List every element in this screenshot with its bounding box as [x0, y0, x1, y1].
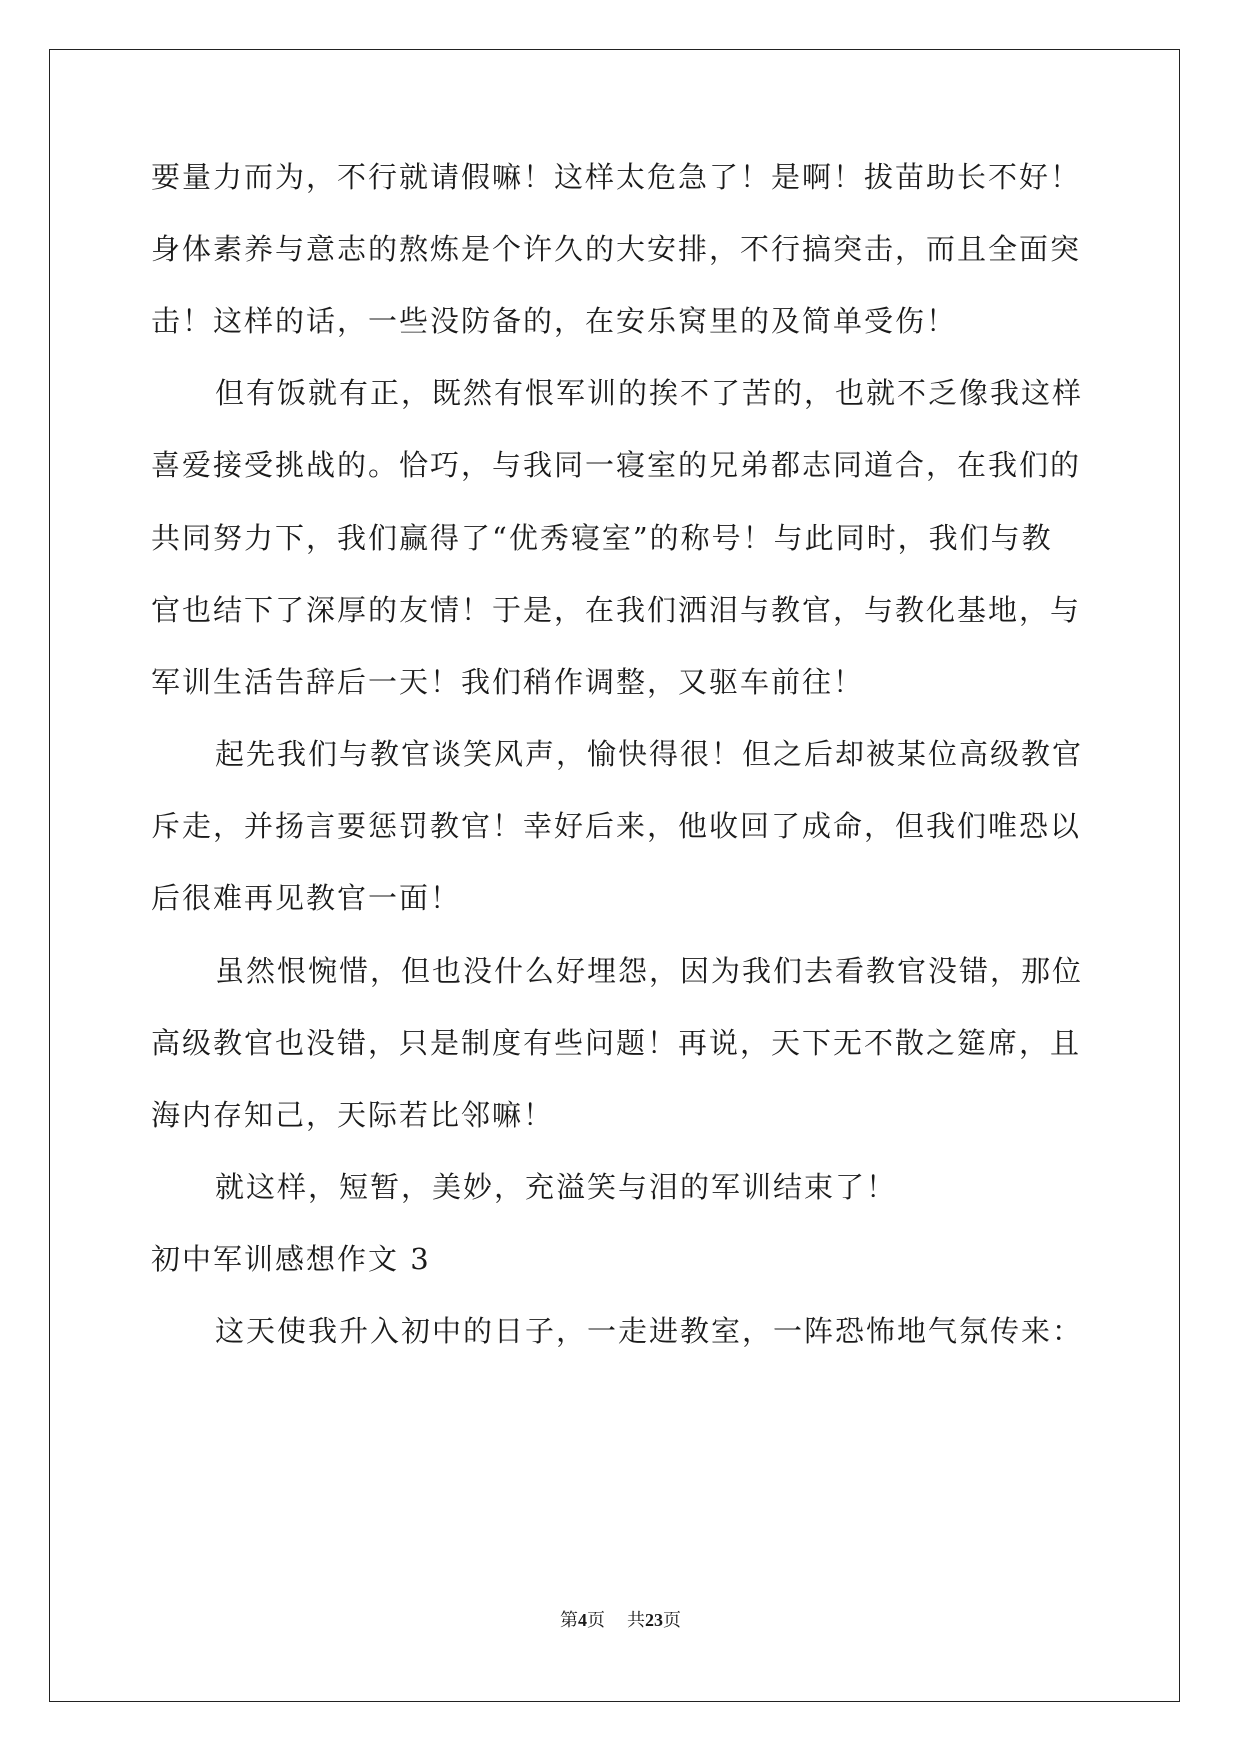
text-line: 军训生活告辞后一天！我们稍作调整，又驱车前往！ [151, 665, 865, 699]
text-line: 斥走，并扬言要惩罚教官！幸好后来，他收回了成命，但我们唯恐以 [151, 809, 1082, 843]
paragraph-start-line: 就这样，短暂，美妙，充溢笑与泪的军训结束了！ [215, 1170, 898, 1204]
text-line: 要量力而为，不行就请假嘛！这样太危急了！是啊！拔苗助长不好！ [151, 160, 1082, 194]
page-footer [0, 1608, 1241, 1632]
page-prefix: 第 [560, 1610, 578, 1630]
total-prefix: 共 [627, 1610, 645, 1630]
text-line: 后很难再见教官一面！ [151, 881, 462, 915]
paragraph-start-line: 但有饭就有正，既然有恨军训的挨不了苦的，也就不乏像我这样 [215, 376, 1084, 410]
text-line: 击！这样的话，一些没防备的，在安乐窝里的及简单受伤！ [151, 304, 958, 338]
page-border [49, 49, 1180, 1702]
text-line: 官也结下了深厚的友情！于是，在我们洒泪与教官，与教化基地，与 [151, 593, 1082, 627]
total-pages: 23 [645, 1610, 663, 1630]
text-line: 身体素养与意志的熬炼是个许久的大安排，不行搞突击，而且全面突 [151, 232, 1082, 266]
paragraph-start-line: 虽然恨惋惜，但也没什么好埋怨，因为我们去看教官没错，那位 [215, 954, 1084, 988]
text-line: 高级教官也没错，只是制度有些问题！再说，天下无不散之筵席，且 [151, 1026, 1082, 1060]
page-number: 4 [578, 1610, 587, 1630]
paragraph-start-line: 起先我们与教官谈笑风声，愉快得很！但之后却被某位高级教官 [215, 737, 1084, 771]
total-suffix: 页 [663, 1610, 681, 1630]
text-line: 共同努力下，我们赢得了“优秀寝室”的称号！与此同时，我们与教 [151, 521, 1053, 555]
page-suffix: 页 [587, 1610, 605, 1630]
text-line: 海内存知己，天际若比邻嘛！ [151, 1098, 555, 1132]
paragraph-start-line: 这天使我升入初中的日子，一走进教室，一阵恐怖地气氛传来： [215, 1314, 1084, 1348]
text-line: 喜爱接受挑战的。恰巧，与我同一寝室的兄弟都志同道合，在我们的 [151, 448, 1082, 482]
section-heading: 初中军训感想作文 3 [151, 1242, 431, 1276]
